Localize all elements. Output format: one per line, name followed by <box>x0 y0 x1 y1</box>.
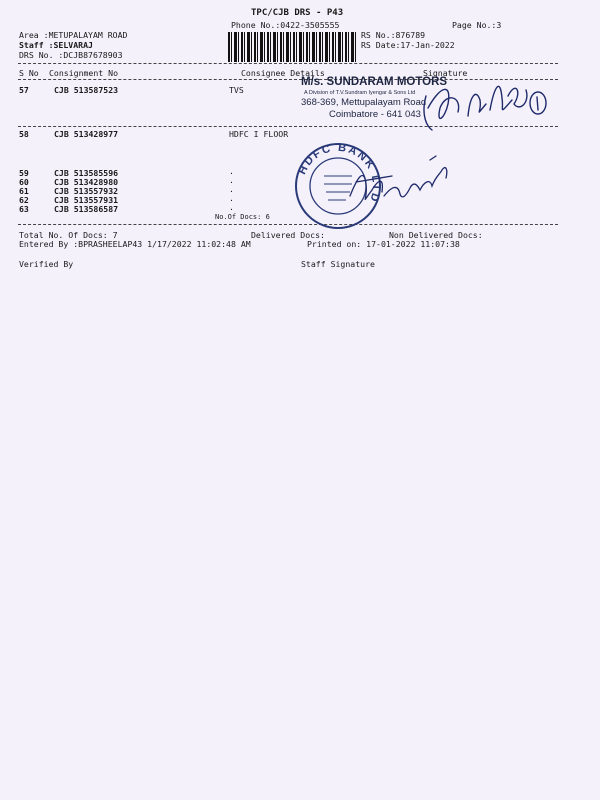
svg-text:HDFC BANK LTD: HDFC BANK LTD <box>296 141 383 205</box>
no-of-docs: No.Of Docs: 6 <box>215 213 270 221</box>
row-sno: 63 <box>19 204 29 214</box>
row-sno: 58 <box>19 129 29 139</box>
col-header-signature: Signature <box>423 68 468 78</box>
stamp-city: Coimbatore - 641 043 <box>329 109 421 120</box>
row-consignment: CJB 513428977 <box>54 129 119 139</box>
row-sno: 60 <box>19 177 29 187</box>
verified-by: Verified By <box>19 259 74 269</box>
delivered-docs: Delivered Docs: <box>251 230 325 240</box>
col-header-consignee-details: Consignee Details <box>241 68 325 78</box>
col-header-s-no: S No <box>19 68 39 78</box>
hdfc-bank-seal <box>296 142 382 228</box>
row-consignee: . <box>229 193 234 203</box>
col-header-consignment-no: Consignment No <box>49 68 119 78</box>
rs-number: RS No.:876789 <box>361 30 426 40</box>
tvs-handwritten-signature <box>424 86 546 130</box>
total-docs: Total No. Of Docs: 7 <box>19 230 118 240</box>
row-sno: 62 <box>19 195 29 205</box>
stamp-company-name: M/s. SUNDARAM MOTORS <box>301 76 448 88</box>
row-consignee: HDFC I FLOOR <box>229 129 289 139</box>
row-consignment: CJB 513586587 <box>54 204 119 214</box>
row-consignee: . <box>229 184 234 194</box>
stamp-division: A Division of T.V.Sundram Iyengar & Sons Ltd <box>304 90 416 96</box>
row-consignee: . <box>229 175 234 185</box>
row-consignee: . <box>229 166 234 176</box>
drs-number: DRS No. :DCJB87678903 <box>19 50 123 60</box>
rs-date: RS Date:17-Jan-2022 <box>361 40 455 50</box>
row-consignee: TVS <box>229 85 244 95</box>
entered-by: Entered By :BPRASHEELAP43 1/17/2022 11:02:48 AM <box>19 239 251 249</box>
area-label: Area :METUPALAYAM ROAD <box>19 30 128 40</box>
row-sno: 57 <box>19 85 29 95</box>
printed-on: Printed on: 17-01-2022 11:07:38 <box>307 239 460 249</box>
row-consignment: CJB 513557932 <box>54 186 119 196</box>
non-delivered-docs: Non Delivered Docs: <box>389 230 483 240</box>
row-consignment: CJB 513585596 <box>54 168 119 178</box>
row-consignment: CJB 513587523 <box>54 85 119 95</box>
row-sno: 61 <box>19 186 29 196</box>
phone-number: Phone No.:0422-3505555 <box>231 20 340 30</box>
row-consignment: CJB 513557931 <box>54 195 119 205</box>
row-consignee: . <box>229 202 234 212</box>
stamp-address: 368-369, Mettupalayam Road <box>301 97 427 108</box>
staff-signature: Staff Signature <box>301 259 375 269</box>
row-consignment: CJB 513428980 <box>54 177 119 187</box>
page-number: Page No.:3 <box>452 20 502 30</box>
row-sno: 59 <box>19 168 29 178</box>
document-title: TPC/CJB DRS - P43 <box>251 8 344 18</box>
staff-label: Staff :SELVARAJ <box>19 40 93 50</box>
